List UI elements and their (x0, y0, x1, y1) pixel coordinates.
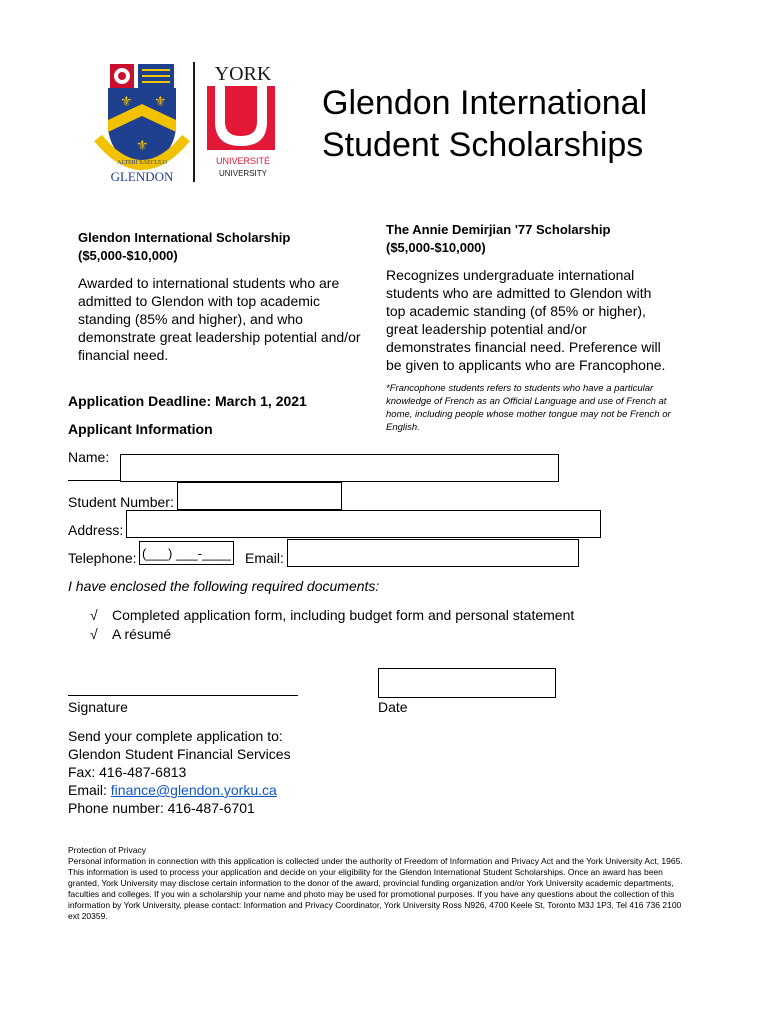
page-title (322, 82, 647, 166)
york-university-logo (205, 60, 281, 184)
scholarship-left-title: Glendon International Scholarship ($5,000-$10,000) (78, 230, 291, 263)
glendon-crest-logo (92, 60, 196, 184)
send-email-link[interactable]: finance@glendon.yorku.ca (110, 782, 277, 798)
send-info (68, 727, 291, 817)
name-input[interactable] (120, 454, 559, 482)
email-label: Email: (245, 550, 284, 566)
telephone-input[interactable]: (___) ___-____ (139, 541, 234, 565)
send-email-prefix: Email: (68, 782, 111, 798)
svg-text:⚜: ⚜ (136, 138, 149, 154)
svg-text:GLENDON: GLENDON (110, 169, 174, 184)
svg-text:UNIVERSITÉ: UNIVERSITÉ (215, 156, 271, 166)
signature-line[interactable] (68, 681, 298, 696)
page-title-line2: Student Scholarships (322, 126, 644, 164)
francophone-note: *Francophone students refers to students who have a particular knowledge of French as an Official Language and use of French at home, including people whose mother tongue may not be French or English. (386, 383, 671, 433)
send-line2: Glendon Student Financial Services (68, 746, 291, 762)
scholarship-right-title: The Annie Demirjian '77 Scholarship ($5,000-$10,000) (386, 222, 611, 255)
svg-text:⚜: ⚜ (154, 94, 167, 110)
student-number-input[interactable] (177, 482, 342, 510)
svg-text:⚜: ⚜ (120, 94, 133, 110)
name-label: Name: (68, 449, 110, 465)
privacy-body: Personal information in connection with this application is collected under the authority of Freedom of Information and Privacy Act and the York University Act, 1965. This information is used to process your application and decide on your eligibility for the Glendon International Student Scholarships. Once an award has been granted, York University may disclose certain information to the donor of the award, provincial funding organization and/or York University academic departments, faculties and colleges. If you win a scholarship your name and photo may be used for promotional purposes. If you have any questions about the collection of this information by York University, please contact: Information and Privacy Coordinator, York University Ross N926, 4700 Keele St, Toronto M3J 1P3, Tel 416 736 2100 ext 20359. (68, 856, 683, 921)
send-line1: Send your complete application to: (68, 728, 283, 744)
send-email-row (68, 781, 291, 799)
address-label: Address: (68, 522, 124, 538)
date-label: Date (378, 699, 408, 715)
signature-label: Signature (68, 699, 128, 715)
document-item-2-label: A résumé (112, 626, 172, 642)
email-input[interactable] (287, 539, 579, 567)
document-item-2 (90, 626, 171, 642)
svg-text:ALTERI SAECULO: ALTERI SAECULO (117, 160, 167, 166)
telephone-label: Telephone: (68, 550, 137, 566)
address-input[interactable] (126, 510, 601, 538)
check-icon: √ (90, 607, 98, 623)
name-underline (68, 466, 120, 481)
send-phone: Phone number: 416-487-6701 (68, 800, 255, 816)
page-title-line1: Glendon International (322, 84, 648, 122)
scholarship-right-body: Recognizes undergraduate international students who are admitted to Glendon with top academic standing (of 85% or higher), great leadership potential and/or demonstrates financial need. Preference will be given to applicants who are Francophone. (386, 267, 666, 373)
documents-intro: I have enclosed the following required documents: (68, 578, 380, 594)
svg-text:YORK: YORK (214, 63, 272, 85)
svg-text:UNIVERSITY: UNIVERSITY (218, 169, 268, 178)
applicant-info-heading: Applicant Information (68, 421, 213, 437)
scholarship-left-body: Awarded to international students who are admitted to Glendon with top academic standing (85% and higher), and who demonstrate great leadership potential and/or financial need. (78, 275, 361, 363)
document-item-1-label: Completed application form, including budget form and personal statement (112, 607, 575, 623)
privacy-title: Protection of Privacy (68, 845, 146, 855)
check-icon: √ (90, 626, 98, 642)
privacy-section (68, 845, 690, 922)
student-number-label: Student Number: (68, 494, 174, 510)
date-input[interactable] (378, 668, 556, 698)
send-fax: Fax: 416-487-6813 (68, 764, 187, 780)
logo-divider (193, 62, 195, 182)
document-item-1 (90, 607, 574, 623)
application-deadline: Application Deadline: March 1, 2021 (68, 393, 307, 409)
